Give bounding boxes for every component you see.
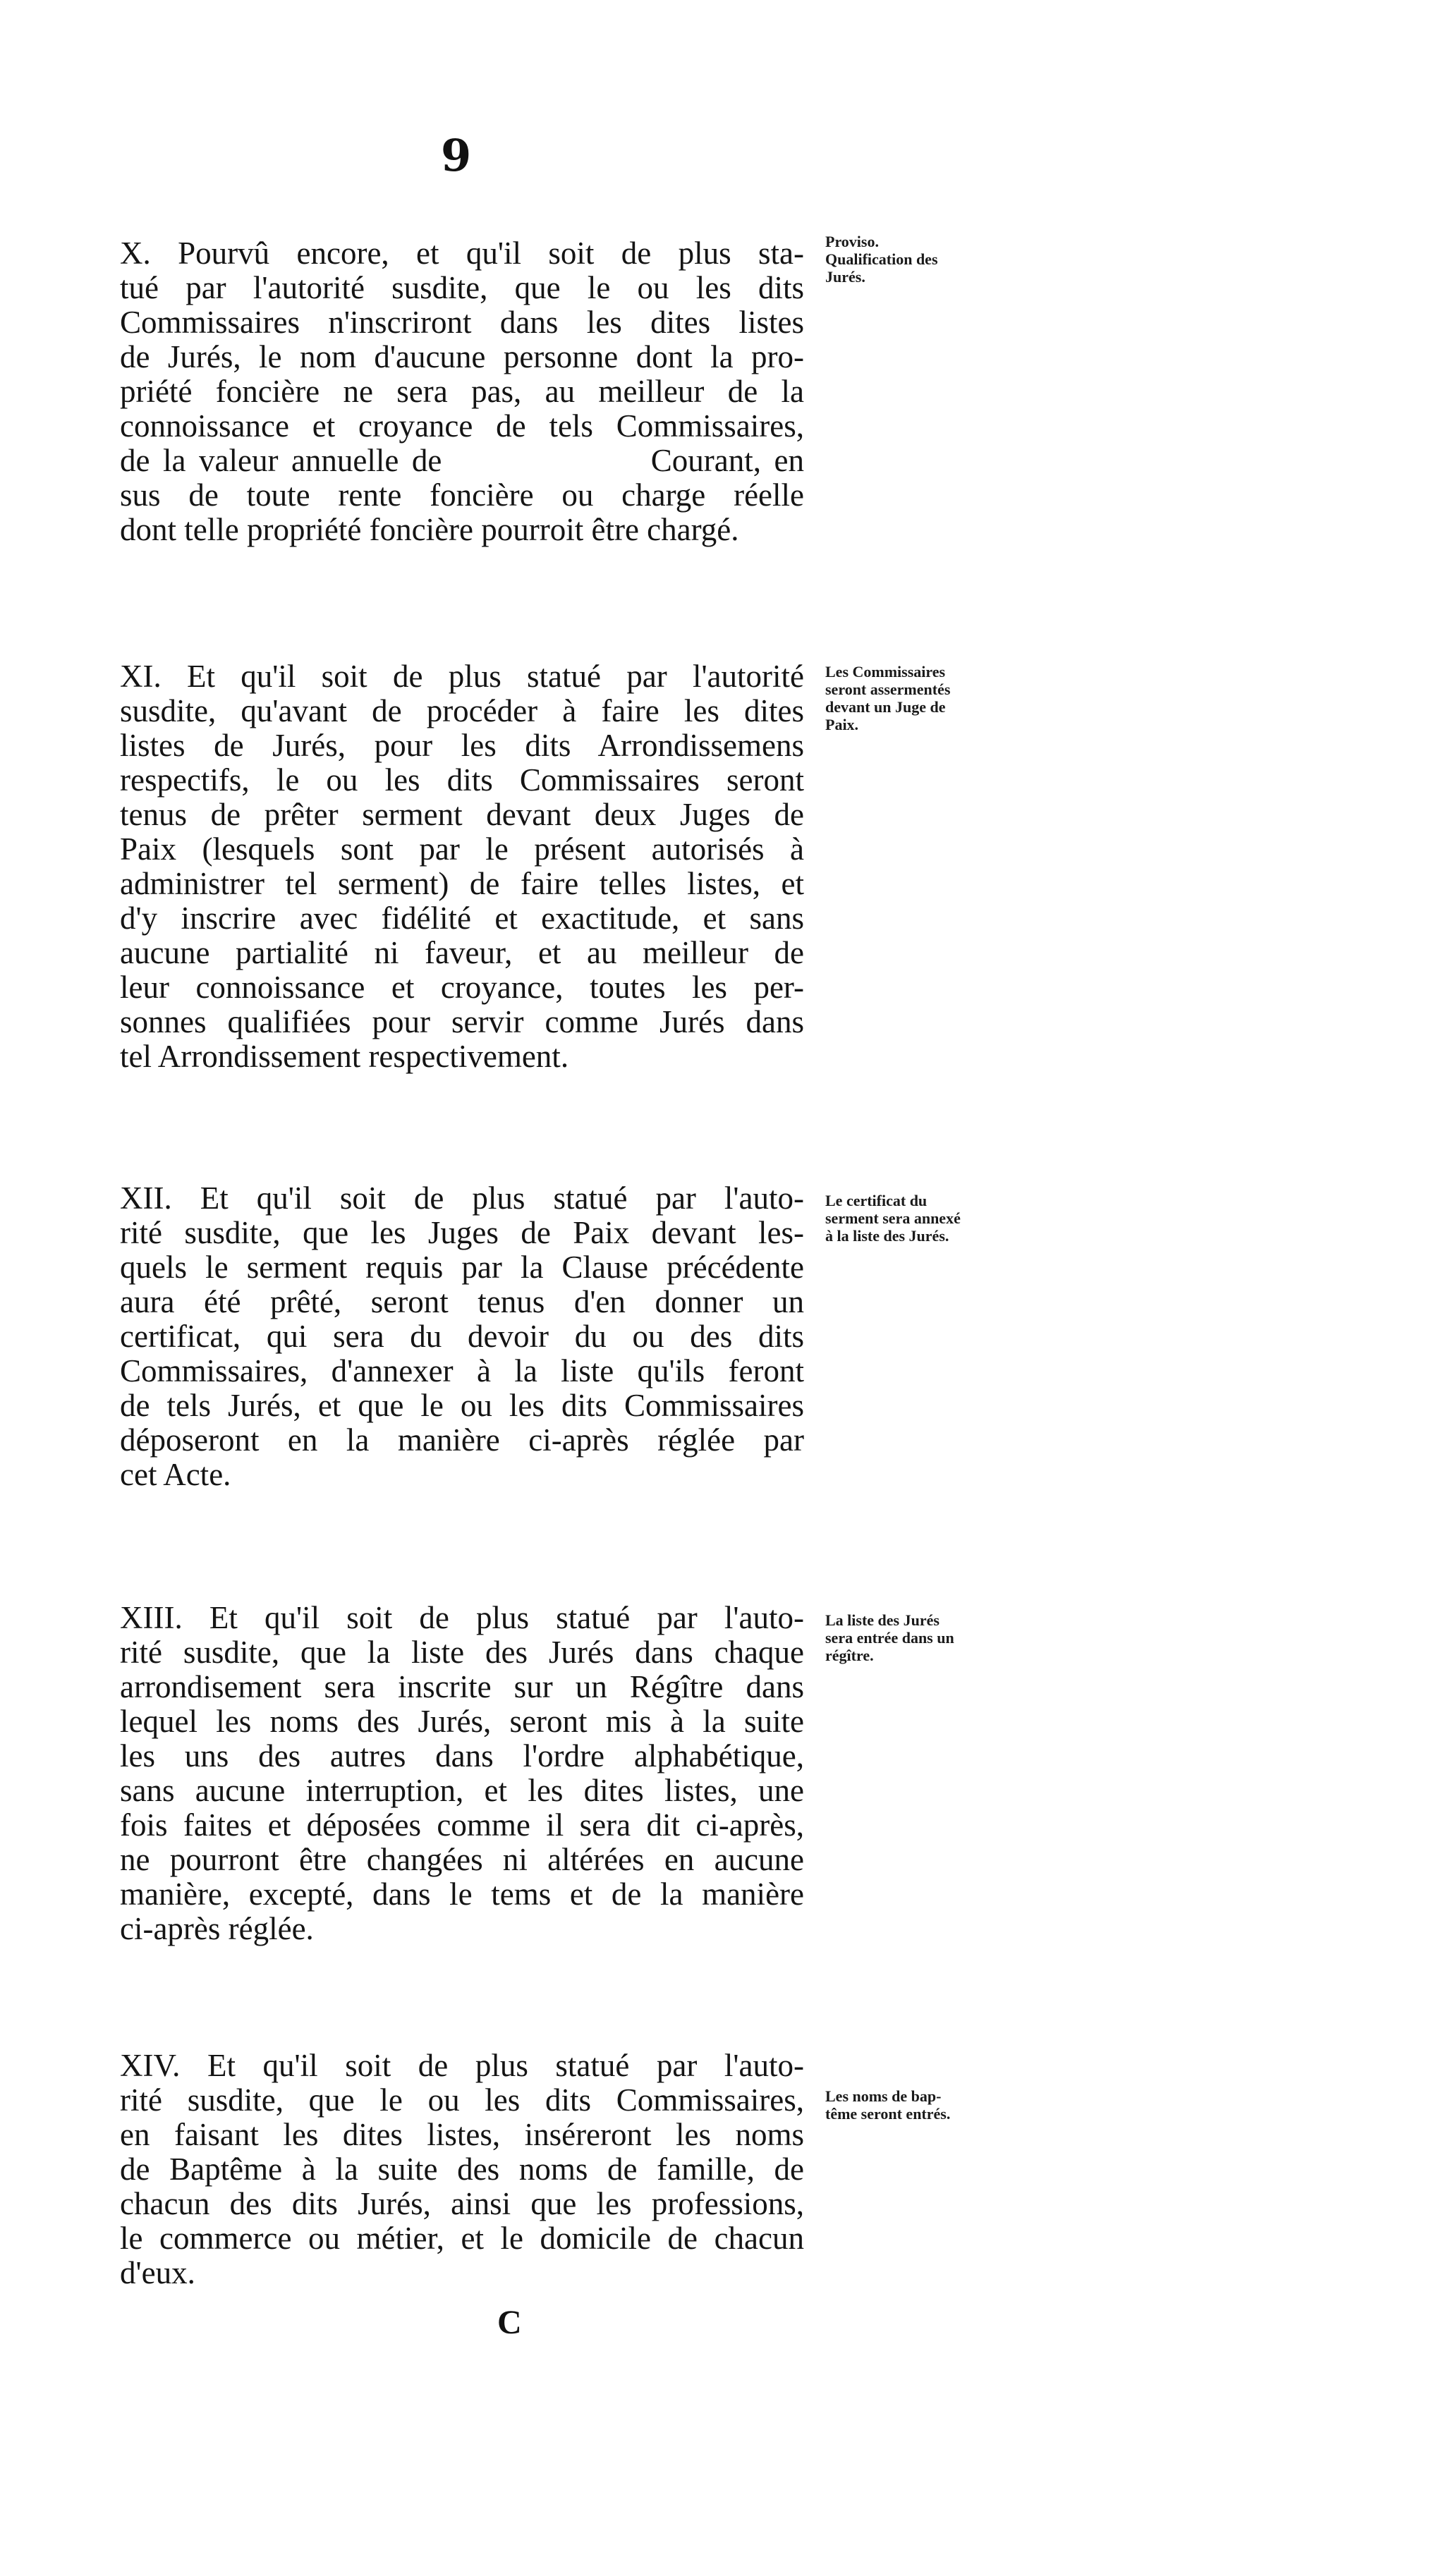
note-line: Proviso.: [825, 233, 879, 250]
text-line: de Baptême à la suite des noms de famille, de: [120, 2151, 804, 2187]
text-line: dont telle propriété foncière pourroit être chargé.: [120, 512, 739, 547]
text-line: sus de toute rente foncière ou charge réelle: [120, 477, 804, 513]
note-line: serment sera annexé: [825, 1209, 961, 1227]
note-line: Les noms de bap-: [825, 2087, 942, 2105]
text-line: respectifs, le ou les dits Commissaires seront: [120, 762, 804, 798]
section-xi-text: [120, 659, 804, 1074]
signature-mark: C: [497, 2304, 522, 2341]
text-line: d'y inscrire avec fidélité et exactitude, et sans: [120, 901, 804, 936]
text-line: XII. Et qu'il soit de plus statué par l'auto-: [120, 1180, 804, 1216]
text-line: susdite, qu'avant de procéder à faire les dites: [120, 693, 804, 728]
text-line: lequel les noms des Jurés, seront mis à la suite: [120, 1704, 804, 1739]
text-line: en faisant les dites listes, inséreront les noms: [120, 2117, 804, 2152]
text-line: certificat, qui sera du devoir du ou des dits: [120, 1319, 804, 1354]
note-line: Paix.: [825, 716, 859, 733]
margin-note-xii: [825, 1192, 1037, 1245]
page-number: 9: [441, 130, 472, 181]
margin-note-x: [825, 233, 1037, 286]
text-line: priété foncière ne sera pas, au meilleur de la: [120, 374, 804, 409]
text-line: leur connoissance et croyance, toutes les per-: [120, 970, 804, 1005]
text-line: aucune partialité ni faveur, et au meilleur de: [120, 935, 804, 970]
text-line: de la valeur annuelle de Courant, en: [120, 443, 804, 478]
text-line: de tels Jurés, et que le ou les dits Commissaires: [120, 1388, 804, 1423]
text-line: XIII. Et qu'il soit de plus statué par l'auto-: [120, 1600, 804, 1635]
text-line: fois faites et déposées comme il sera dit ci-après,: [120, 1807, 804, 1843]
note-line: Les Commissaires: [825, 663, 946, 680]
margin-note-xiv: [825, 2087, 1037, 2123]
text-line: sonnes qualifiées pour servir comme Jurés dans: [120, 1004, 804, 1039]
note-line: Le certificat du: [825, 1192, 928, 1209]
text-line: tenus de prêter serment devant deux Juges de: [120, 797, 804, 832]
text-line: rité susdite, que le ou les dits Commissaires,: [120, 2082, 804, 2118]
text-line: rité susdite, que les Juges de Paix devant les-: [120, 1215, 804, 1250]
note-line: La liste des Jurés: [825, 1611, 940, 1629]
text-line: de Jurés, le nom d'aucune personne dont la pro-: [120, 339, 804, 374]
text-line: arrondisement sera inscrite sur un Régître dans: [120, 1669, 804, 1704]
note-line: seront assermentés: [825, 680, 951, 698]
text-line: d'eux.: [120, 2255, 195, 2290]
note-line: Qualification des: [825, 250, 938, 268]
text-line: déposeront en la manière ci-après réglée par: [120, 1422, 804, 1458]
section-x-text: [120, 236, 804, 547]
text-line: Commissaires, d'annexer à la liste qu'ils feront: [120, 1353, 804, 1388]
text-line: XIV. Et qu'il soit de plus statué par l'auto-: [120, 2048, 804, 2083]
margin-note-xi: [825, 663, 1037, 733]
note-line: devant un Juge de: [825, 698, 946, 716]
text-line: listes de Jurés, pour les dits Arrondissemens: [120, 728, 804, 763]
section-xiv-text: [120, 2049, 804, 2290]
text-line: XI. Et qu'il soit de plus statué par l'autorité: [120, 659, 804, 694]
text-line: Paix (lesquels sont par le présent autorisés à: [120, 831, 804, 867]
text-line: administrer tel serment) de faire telles listes, et: [120, 866, 804, 901]
text-line: X. Pourvû encore, et qu'il soit de plus sta-: [120, 236, 804, 271]
text-line: connoissance et croyance de tels Commissaires,: [120, 408, 804, 444]
note-line: Jurés.: [825, 268, 865, 286]
text-line: tel Arrondissement respectivement.: [120, 1039, 569, 1074]
text-line: quels le serment requis par la Clause précédente: [120, 1250, 804, 1285]
text-line: aura été prêté, seront tenus d'en donner un: [120, 1284, 804, 1319]
note-line: tême seront entrés.: [825, 2105, 951, 2123]
margin-note-xiii: [825, 1611, 1037, 1664]
text-line: les uns des autres dans l'ordre alphabétique,: [120, 1738, 804, 1774]
section-xiii-text: [120, 1601, 804, 1946]
text-line: rité susdite, que la liste des Jurés dans chaque: [120, 1635, 804, 1670]
section-xii-text: [120, 1181, 804, 1492]
text-line: sans aucune interruption, et les dites listes, une: [120, 1773, 804, 1808]
text-line: le commerce ou métier, et le domicile de chacun: [120, 2221, 804, 2256]
text-line: manière, excepté, dans le tems et de la manière: [120, 1876, 804, 1912]
text-line: tué par l'autorité susdite, que le ou les dits: [120, 270, 804, 305]
text-line: chacun des dits Jurés, ainsi que les professions,: [120, 2186, 804, 2221]
note-line: sera entrée dans un: [825, 1629, 954, 1647]
text-line: ci-après réglée.: [120, 1911, 314, 1946]
text-line: cet Acte.: [120, 1457, 231, 1492]
text-line: ne pourront être changées ni altérées en aucune: [120, 1842, 804, 1877]
note-line: régître.: [825, 1647, 874, 1664]
text-line: Commissaires n'inscriront dans les dites listes: [120, 305, 804, 340]
note-line: à la liste des Jurés.: [825, 1227, 949, 1245]
